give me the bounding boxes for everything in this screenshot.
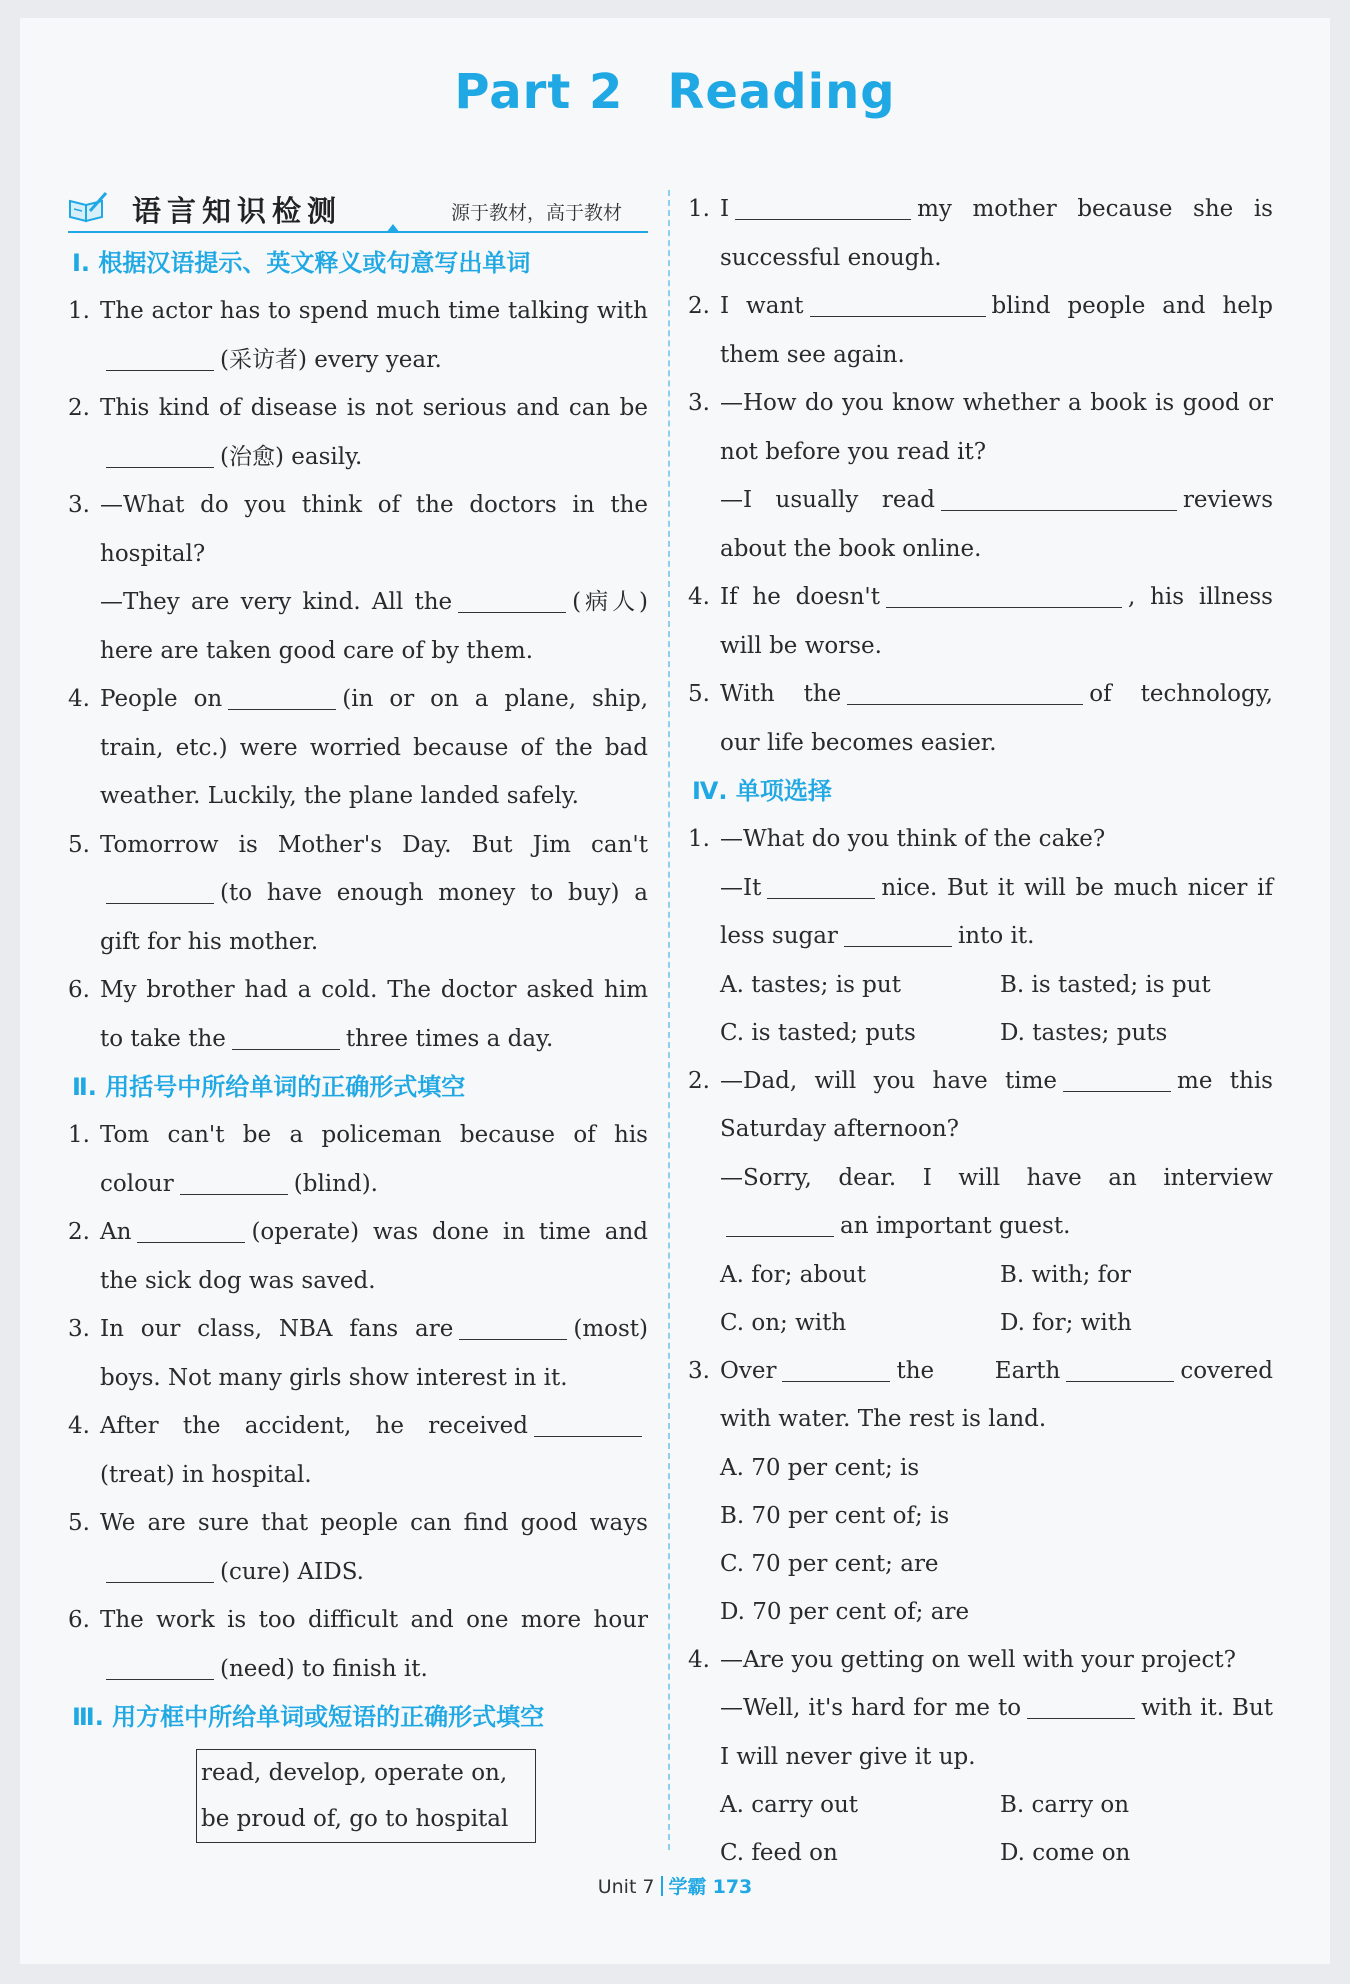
option-b[interactable]: B. with; for	[1000, 1261, 1132, 1288]
question: 2. —Dad, will you have time me this Saturday afternoon? —Sorry, dear. I will have an interviewan important guest.	[688, 1067, 1273, 1239]
answer-blank[interactable]	[726, 1212, 834, 1237]
answer-blank[interactable]	[228, 685, 336, 710]
question: 4. If he doesn't , his illness will be worse.	[688, 584, 1273, 659]
question: 4. After the accident, he received(treat) in hospital.	[68, 1402, 648, 1499]
left-column	[68, 185, 648, 1843]
banner-title: 语言知识检测	[132, 194, 343, 228]
option-d[interactable]: D. for; with	[1000, 1309, 1132, 1336]
options	[688, 1781, 1273, 1877]
answer-blank[interactable]	[232, 1025, 340, 1050]
page-footer	[0, 1872, 1350, 1899]
question: 3. —What do you think of the doctors in the hospital? —They are very kind. All the (病人) here are taken good care of by them.	[68, 492, 649, 664]
option-a[interactable]: A. for; about	[720, 1261, 866, 1288]
answer-blank[interactable]	[767, 874, 875, 899]
question: 2. I want blind people and help them see again.	[688, 293, 1274, 368]
answer-blank[interactable]	[1066, 1357, 1174, 1382]
book-pencil-icon	[68, 191, 108, 223]
option-d[interactable]: D. come on	[1000, 1840, 1131, 1866]
answer-blank[interactable]	[844, 922, 952, 947]
answer-blank[interactable]	[106, 443, 214, 468]
banner-marker	[386, 224, 400, 233]
answer-blank[interactable]	[534, 1412, 642, 1437]
option-a[interactable]: A. 70 per cent; is	[720, 1454, 920, 1481]
answer-blank[interactable]	[106, 1558, 214, 1583]
question: 2. An (operate) was done in time and the sick dog was saved.	[68, 1219, 648, 1294]
question: 1. —What do you think of the cake? —It nice. But it will be much nicer if less sugar into it.	[688, 826, 1273, 949]
answer-blank[interactable]	[735, 195, 911, 220]
question: 5. With the of technology, our life becomes easier.	[688, 681, 1273, 756]
option-b[interactable]: B. 70 per cent of; is	[720, 1502, 950, 1529]
title-name: Reading	[667, 64, 896, 120]
section-heading-4: Ⅳ. 单项选择	[692, 777, 832, 805]
question: 3. Over the Earth covered with water. The rest is land.	[688, 1357, 1273, 1432]
question: 6. The work is too difficult and one more hour (need) to finish it.	[68, 1607, 648, 1682]
answer-blank[interactable]	[180, 1170, 288, 1195]
question: 2. This kind of disease is not serious and can be (治愈) easily.	[68, 395, 648, 470]
option-d[interactable]: D. tastes; puts	[1000, 1019, 1168, 1046]
option-a[interactable]: A. tastes; is put	[720, 971, 901, 998]
option-b[interactable]: B. carry on	[1000, 1792, 1130, 1818]
word-box	[196, 1749, 536, 1843]
section-heading-2: Ⅱ. 用括号中所给单词的正确形式填空	[72, 1073, 466, 1101]
option-a[interactable]: A. carry out	[720, 1792, 859, 1818]
answer-blank[interactable]	[886, 583, 1122, 608]
word-box-line: be proud of, go to hospital	[201, 1806, 509, 1832]
right-column	[688, 185, 1273, 1877]
question: 4. —Are you getting on well with your project? —Well, it's hard for me to with it. But I will never give it up.	[688, 1646, 1273, 1770]
answer-blank[interactable]	[847, 680, 1083, 705]
option-d[interactable]: D. 70 per cent of; are	[720, 1598, 970, 1625]
question: 1. I my mother because she is successful enough.	[688, 196, 1273, 271]
footer-separator	[661, 1876, 663, 1896]
answer-blank[interactable]	[1063, 1067, 1171, 1092]
section-heading-3: Ⅲ. 用方框中所给单词或短语的正确形式填空	[72, 1703, 545, 1731]
word-box-line: read, develop, operate on,	[201, 1760, 508, 1786]
option-b[interactable]: B. is tasted; is put	[1000, 971, 1211, 998]
options	[688, 1251, 1273, 1347]
question: 6. My brother had a cold. The doctor asked him to take the three times a day.	[68, 977, 648, 1052]
question: 3. In our class, NBA fans are (most) boys. Not many girls show interest in it.	[68, 1316, 648, 1391]
answer-blank[interactable]	[459, 1315, 567, 1340]
question: 4. People on (in or on a plane, ship, train, etc.) were worried because of the bad weather. Luckily, the plane landed safely.	[68, 686, 648, 809]
option-c[interactable]: C. feed on	[720, 1840, 838, 1866]
question: 5. Tomorrow is Mother's Day. But Jim can't (to have enough money to buy) a gift for his mother.	[68, 831, 648, 955]
page-number: 173	[712, 1876, 753, 1898]
option-c[interactable]: C. 70 per cent; are	[720, 1550, 939, 1577]
options	[688, 961, 1273, 1057]
question: 1. The actor has to spend much time talking with(采访者) every year.	[68, 298, 648, 373]
column-divider	[668, 190, 670, 1850]
answer-blank[interactable]	[137, 1218, 245, 1243]
question: 5. We are sure that people can find good ways (cure) AIDS.	[68, 1510, 648, 1585]
answer-blank[interactable]	[810, 292, 986, 317]
banner-subtitle: 源于教材，高于教材	[450, 202, 622, 224]
section-banner	[68, 185, 648, 233]
answer-blank[interactable]	[941, 486, 1177, 511]
section-heading-1: Ⅰ. 根据汉语提示、英文释义或句意写出单词	[72, 249, 531, 277]
title-part: Part 2	[454, 64, 624, 120]
page-title	[0, 64, 1350, 120]
answer-blank[interactable]	[106, 346, 214, 371]
footer-unit: Unit 7	[597, 1876, 655, 1898]
answer-blank[interactable]	[782, 1357, 890, 1382]
answer-blank[interactable]	[458, 588, 566, 613]
question: 1. Tom can't be a policeman because of his colour (blind).	[68, 1122, 648, 1197]
option-c[interactable]: C. is tasted; puts	[720, 1019, 916, 1046]
answer-blank[interactable]	[106, 1655, 214, 1680]
answer-blank[interactable]	[106, 879, 214, 904]
question: 3. —How do you know whether a book is good or not before you read it? —I usually read reviews about the book online.	[688, 390, 1273, 562]
answer-blank[interactable]	[1027, 1694, 1135, 1719]
footer-brand: 学霸	[668, 1876, 707, 1898]
option-c[interactable]: C. on; with	[720, 1309, 847, 1336]
